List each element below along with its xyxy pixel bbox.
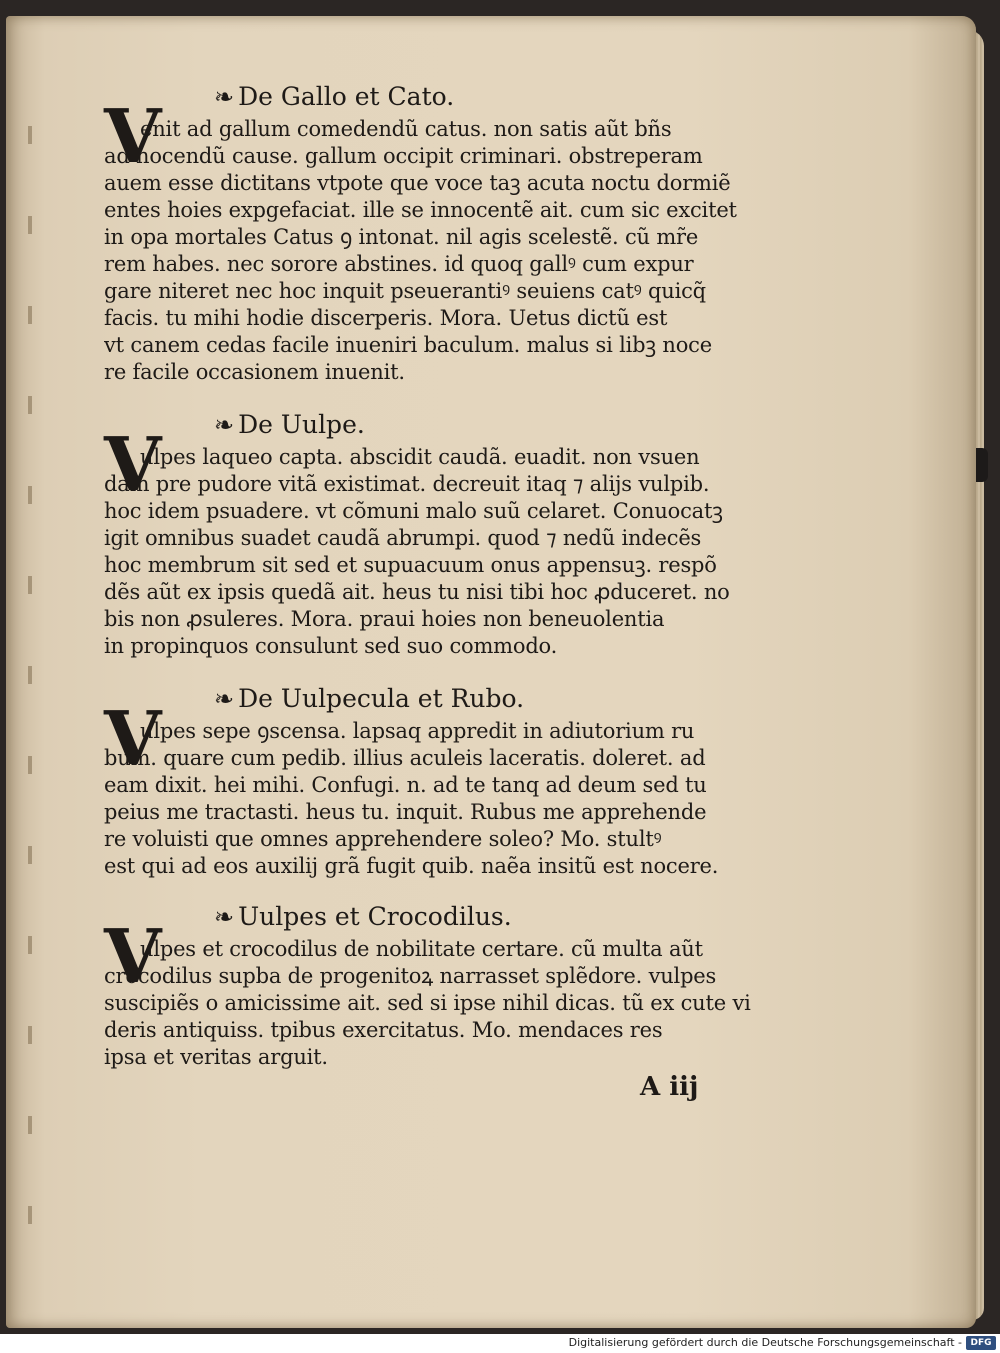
text-line: facis. tu mihi hodie discerperis. Mora. Uetus dictũ est [104, 306, 668, 330]
fable-de-uulpe [104, 406, 776, 660]
text-line: suscipiẽs o amicissime ait. sed si ipse nihil dicas. tũ ex cute vi [104, 991, 751, 1015]
fable-title: De Uulpe. [238, 410, 365, 439]
signature-mark: A iij [640, 1072, 699, 1102]
text-line: re voluisti que omnes apprehendere soleo? Mo. stultꝰ [104, 827, 662, 851]
text-line: bum. quare cum pedib. illius aculeis laceratis. doleret. ad [104, 746, 706, 770]
text-line: vt canem cedas facile inueniri baculum. malus si libꝫ noce [104, 333, 712, 357]
fable-gallo-et-cato [104, 78, 776, 386]
text-line: dẽs aũt ex ipsis quedã ait. heus tu nisi tibi hoc ꝓduceret. no [104, 580, 730, 604]
fable-text [104, 936, 776, 1071]
fable-text [104, 116, 776, 386]
text-line: gare niteret nec hoc inquit pseuerantiꝰ seuiens catꝰ quicq̃ [104, 279, 706, 303]
text-line: ulpes sepe ꝯscensa. lapsaq appredit in adiutorium ru [140, 719, 695, 743]
text-line: peius me tractasti. heus tu. inquit. Rubus me apprehende [104, 800, 707, 824]
text-line: dam pre pudore vitã existimat. decreuit itaq ⁊ alijs vulpib. [104, 472, 710, 496]
initial-letter: V [104, 422, 162, 508]
text-line: ipsa et veritas arguit. [104, 1045, 328, 1069]
fable-heading [104, 898, 776, 936]
text-line: re facile occasionem inuenit. [104, 360, 405, 384]
pilcrow-icon: ❧ [214, 685, 235, 713]
text-line: deris antiquiss. tpibus exercitatus. Mo. mendaces res [104, 1018, 663, 1042]
gutter-stitch [28, 126, 32, 1246]
text-line: rem habes. nec sorore abstines. id quoq gallꝰ cum expur [104, 252, 694, 276]
text-line: ad nocendũ cause. gallum occipit criminari. obstreperam [104, 144, 703, 168]
text-line: hoc membrum sit sed et supuacuum onus appensuꝫ. respõ [104, 553, 717, 577]
text-line: in opa mortales Catus ꝯ intonat. nil agis scelestẽ. cũ mr̃e [104, 225, 699, 249]
initial-letter: V [104, 94, 162, 180]
text-line: est qui ad eos auxilij grã fugit quib. naẽa insitũ est nocere. [104, 854, 719, 878]
fable-title: De Gallo et Cato. [238, 82, 455, 111]
text-line: ulpes laqueo capta. abscidit caudã. euadit. non vsuen [140, 445, 700, 469]
fable-title: De Uulpecula et Rubo. [238, 684, 525, 713]
text-line: igit omnibus suadet caudã abrumpi. quod ⁊ nedũ indecẽs [104, 526, 702, 550]
text-line: bis non ꝓsuleres. Mora. praui hoies non beneuolentia [104, 607, 665, 631]
text-line: in propinquos consulunt sed suo commodo. [104, 634, 558, 658]
pilcrow-icon: ❧ [214, 83, 235, 111]
footer-credit: Digitalisierung gefördert durch die Deutsche Forschungsgemeinschaft - [568, 1336, 962, 1349]
pilcrow-icon: ❧ [214, 411, 235, 439]
fable-heading [104, 406, 776, 444]
fable-heading [104, 78, 776, 116]
footer-bar [0, 1334, 1000, 1353]
fable-text [104, 718, 776, 880]
text-line: enit ad gallum comedendũ catus. non satis aũt bñs [140, 117, 672, 141]
pilcrow-icon: ❧ [214, 903, 235, 931]
initial-letter: V [104, 914, 162, 1000]
fable-heading [104, 680, 776, 718]
fable-uulpes-et-crocodilus [104, 898, 776, 1071]
fable-uulpecula-et-rubo [104, 680, 776, 880]
text-line: crocodilus supba de progenitoꝝ narrasset splẽdore. vulpes [104, 964, 717, 988]
text-line: ulpes et crocodilus de nobilitate certare. cũ multa aũt [140, 937, 703, 961]
fable-title: Uulpes et Crocodilus. [238, 902, 512, 931]
initial-letter: V [104, 696, 162, 782]
text-line: eam dixit. hei mihi. Confugi. n. ad te tanq ad deum sed tu [104, 773, 707, 797]
text-line: hoc idem psuadere. vt cõmuni malo suũ celaret. Conuocatꝫ [104, 499, 723, 523]
fable-text [104, 444, 776, 660]
dfg-logo-icon: DFG [966, 1336, 996, 1350]
text-line: auem esse dictitans vtpote que voce taꝫ acuta noctu dormiẽ [104, 171, 731, 195]
text-line: entes hoies expgefaciat. ille se innocentẽ ait. cum sic excitet [104, 198, 737, 222]
